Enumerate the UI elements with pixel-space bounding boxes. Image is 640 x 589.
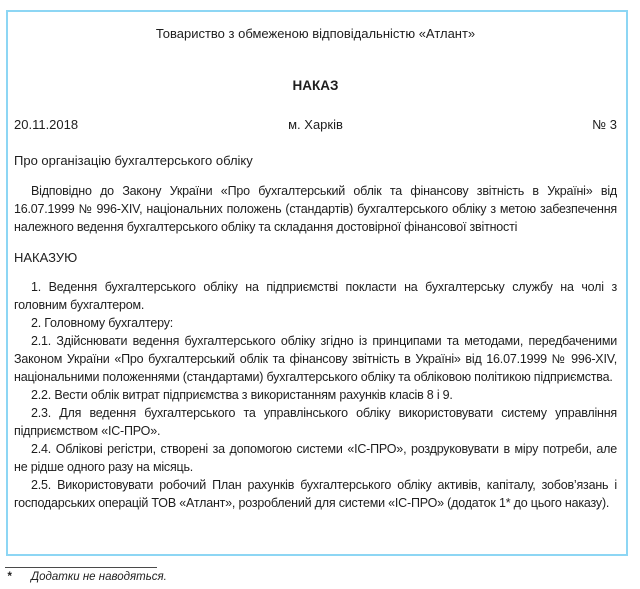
preamble-paragraph: Відповідно до Закону України «Про бухгалтерський облік та фінансову звітність в Україні» від 16.07.1999 № 996-XIV, національних положень (стандартів) бухгалтерського обліку з метою забезпечення належного ведення бухгалтерського обліку та складання достовірної фінансової звітності xyxy=(14,184,617,234)
document-meta-row xyxy=(14,117,617,132)
footnote-marker: * xyxy=(7,571,12,583)
order-item-2-4: 2.4. Облікові регістри, створені за допомогою системи «ІС-ПРО», роздруковувати в міру потреби, але не рідше одного разу на місяць. xyxy=(14,442,617,474)
order-item-2-1: 2.1. Здійснювати ведення бухгалтерського обліку згідно із принципами та методами, передбаченими Законом України «Про бухгалтерський облік та фінансову звітність в Україні» від 16.07.1999 № 996-XIV, національними положеннями (стандартами) бухгалтерського обліку та обліковою політикою підприємства. xyxy=(14,334,617,384)
document-subject: Про організацію бухгалтерського обліку xyxy=(14,153,253,168)
document-title: НАКАЗ xyxy=(292,78,339,93)
resolution-word: НАКАЗУЮ xyxy=(14,250,78,265)
company-name: Товариство з обмеженою відповідальністю «Атлант» xyxy=(155,26,476,41)
footnote xyxy=(7,571,167,583)
order-items xyxy=(14,278,617,512)
order-item-1: 1. Ведення бухгалтерського обліку на підприємстві покласти на бухгалтерську службу на чолі з головним бухгалтером. xyxy=(14,280,617,312)
order-item-2: 2. Головному бухгалтеру: xyxy=(31,316,174,330)
document-number: № 3 xyxy=(592,117,617,132)
order-item-2-2: 2.2. Вести облік витрат підприємства з використанням рахунків класів 8 і 9. xyxy=(31,388,453,402)
footnote-separator xyxy=(5,567,157,568)
footnote-text: Додатки не наводяться. xyxy=(31,571,167,583)
order-item-2-3: 2.3. Для ведення бухгалтерського та управлінського обліку використовувати систему управління підприємством «ІС-ПРО». xyxy=(14,406,617,438)
order-item-2-5: 2.5. Використовувати робочий План рахунків бухгалтерського обліку активів, капіталу, зобов’язань і господарських операцій ТОВ «Атлант», розроблений для системи «ІС-ПРО» (додаток 1* до цього наказу). xyxy=(14,478,617,510)
document-frame xyxy=(6,10,628,556)
document-place: м. Харків xyxy=(288,117,343,132)
document-date: 20.11.2018 xyxy=(14,117,79,132)
